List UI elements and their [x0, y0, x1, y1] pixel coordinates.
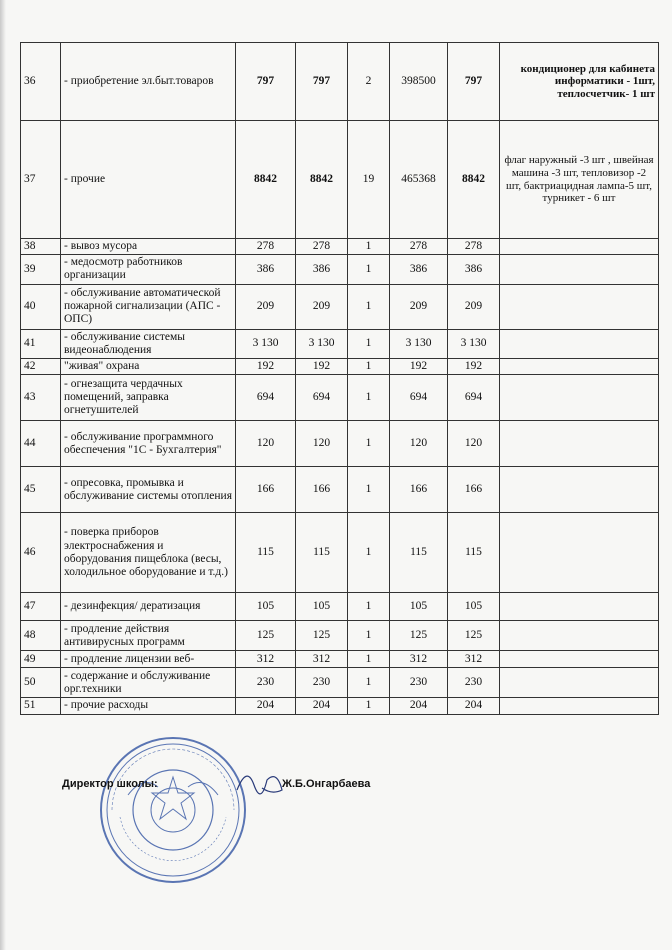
table-row [21, 239, 659, 255]
round-seal-stamp [98, 735, 248, 885]
item-name: - поверка приборов электроснабжения и оборудования пищеблока (весы, холодильное оборудование и т.д.) [61, 513, 236, 593]
item-note [500, 421, 659, 467]
table-row [21, 668, 659, 698]
row-number: 40 [21, 284, 61, 329]
amount-plan: 3 130 [236, 329, 296, 358]
amount-approved: 8842 [296, 121, 348, 239]
item-note [500, 467, 659, 513]
table-row [21, 255, 659, 284]
amount-total: 125 [448, 621, 500, 651]
table-row [21, 329, 659, 358]
amount-approved: 120 [296, 421, 348, 467]
item-name: - огнезащита чердачных помещений, заправка огнетушителей [61, 375, 236, 421]
item-note [500, 513, 659, 593]
amount-total: 312 [448, 651, 500, 668]
amount-plan: 115 [236, 513, 296, 593]
quantity: 1 [348, 621, 390, 651]
amount-total: 386 [448, 255, 500, 284]
row-number: 47 [21, 593, 61, 621]
amount-plan: 204 [236, 698, 296, 714]
unit-price: 115 [390, 513, 448, 593]
amount-approved: 3 130 [296, 329, 348, 358]
amount-approved: 230 [296, 668, 348, 698]
amount-approved: 192 [296, 359, 348, 375]
item-name: - медосмотр работников организации [61, 255, 236, 284]
amount-approved: 209 [296, 284, 348, 329]
unit-price: 398500 [390, 43, 448, 121]
unit-price: 204 [390, 698, 448, 714]
unit-price: 386 [390, 255, 448, 284]
amount-approved: 386 [296, 255, 348, 284]
page-edge-shadow [0, 0, 6, 950]
row-number: 39 [21, 255, 61, 284]
budget-table [20, 42, 659, 715]
item-name: - обслуживание системы видеонаблюдения [61, 329, 236, 358]
item-note [500, 359, 659, 375]
item-note [500, 593, 659, 621]
amount-plan: 386 [236, 255, 296, 284]
table-row [21, 284, 659, 329]
row-number: 36 [21, 43, 61, 121]
table-row [21, 375, 659, 421]
amount-total: 230 [448, 668, 500, 698]
quantity: 1 [348, 668, 390, 698]
table-row [21, 359, 659, 375]
row-number: 50 [21, 668, 61, 698]
amount-plan: 797 [236, 43, 296, 121]
quantity: 1 [348, 421, 390, 467]
amount-plan: 694 [236, 375, 296, 421]
quantity: 1 [348, 329, 390, 358]
amount-plan: 125 [236, 621, 296, 651]
director-title: Директор школы: [62, 778, 158, 790]
row-number: 38 [21, 239, 61, 255]
unit-price: 278 [390, 239, 448, 255]
table-row [21, 43, 659, 121]
table-row [21, 467, 659, 513]
unit-price: 192 [390, 359, 448, 375]
row-number: 51 [21, 698, 61, 714]
row-number: 49 [21, 651, 61, 668]
unit-price: 230 [390, 668, 448, 698]
table-row [21, 421, 659, 467]
amount-approved: 797 [296, 43, 348, 121]
row-number: 45 [21, 467, 61, 513]
amount-plan: 312 [236, 651, 296, 668]
quantity: 1 [348, 467, 390, 513]
quantity: 1 [348, 375, 390, 421]
unit-price: 120 [390, 421, 448, 467]
amount-plan: 192 [236, 359, 296, 375]
item-name: "живая" охрана [61, 359, 236, 375]
row-number: 44 [21, 421, 61, 467]
table-row [21, 121, 659, 239]
item-note [500, 239, 659, 255]
table-row [21, 593, 659, 621]
amount-approved: 694 [296, 375, 348, 421]
amount-plan: 166 [236, 467, 296, 513]
amount-total: 192 [448, 359, 500, 375]
row-number: 48 [21, 621, 61, 651]
row-number: 46 [21, 513, 61, 593]
item-note [500, 651, 659, 668]
unit-price: 3 130 [390, 329, 448, 358]
amount-approved: 312 [296, 651, 348, 668]
row-number: 42 [21, 359, 61, 375]
amount-total: 204 [448, 698, 500, 714]
amount-total: 166 [448, 467, 500, 513]
amount-total: 115 [448, 513, 500, 593]
quantity: 1 [348, 593, 390, 621]
item-name: - дезинфекция/ дератизация [61, 593, 236, 621]
item-name: - продление лицензии веб- [61, 651, 236, 668]
item-name: - обслуживание программного обеспечения "1С - Бухгалтерия" [61, 421, 236, 467]
signature-block [62, 778, 482, 798]
row-number: 41 [21, 329, 61, 358]
item-name: - вывоз мусора [61, 239, 236, 255]
item-note [500, 621, 659, 651]
item-note [500, 698, 659, 714]
item-note: кондиционер для кабинета информатики - 1шт, теплосчетчик- 1 шт [500, 43, 659, 121]
amount-plan: 120 [236, 421, 296, 467]
amount-plan: 230 [236, 668, 296, 698]
amount-plan: 105 [236, 593, 296, 621]
amount-approved: 204 [296, 698, 348, 714]
table-row [21, 513, 659, 593]
row-number: 43 [21, 375, 61, 421]
quantity: 1 [348, 651, 390, 668]
amount-approved: 278 [296, 239, 348, 255]
quantity: 2 [348, 43, 390, 121]
item-name: - приобретение эл.быт.товаров [61, 43, 236, 121]
unit-price: 105 [390, 593, 448, 621]
amount-total: 8842 [448, 121, 500, 239]
item-name: - прочие расходы [61, 698, 236, 714]
item-name: - опресовка, промывка и обслуживание системы отопления [61, 467, 236, 513]
amount-total: 3 130 [448, 329, 500, 358]
amount-approved: 105 [296, 593, 348, 621]
item-note [500, 284, 659, 329]
unit-price: 209 [390, 284, 448, 329]
amount-plan: 8842 [236, 121, 296, 239]
amount-plan: 278 [236, 239, 296, 255]
item-note: флаг наружный -3 шт , швейная машина -3 шт, тепловизор -2 шт, бактриацидная лампа-5 шт, турникет - 6 шт [500, 121, 659, 239]
amount-total: 797 [448, 43, 500, 121]
quantity: 1 [348, 513, 390, 593]
amount-total: 278 [448, 239, 500, 255]
item-name: - обслуживание автоматической пожарной сигнализации (АПС - ОПС) [61, 284, 236, 329]
quantity: 1 [348, 698, 390, 714]
amount-approved: 115 [296, 513, 348, 593]
unit-price: 465368 [390, 121, 448, 239]
item-note [500, 329, 659, 358]
item-name: - содержание и обслуживание орг.техники [61, 668, 236, 698]
amount-total: 209 [448, 284, 500, 329]
row-number: 37 [21, 121, 61, 239]
director-name: Ж.Б.Онгарбаева [282, 778, 371, 790]
amount-approved: 166 [296, 467, 348, 513]
table-row [21, 698, 659, 714]
amount-total: 105 [448, 593, 500, 621]
amount-plan: 209 [236, 284, 296, 329]
amount-approved: 125 [296, 621, 348, 651]
unit-price: 312 [390, 651, 448, 668]
quantity: 1 [348, 239, 390, 255]
item-name: - прочие [61, 121, 236, 239]
item-note [500, 375, 659, 421]
item-note [500, 255, 659, 284]
quantity: 1 [348, 284, 390, 329]
item-name: - продление действия антивирусных программ [61, 621, 236, 651]
table-row [21, 621, 659, 651]
amount-total: 120 [448, 421, 500, 467]
quantity: 19 [348, 121, 390, 239]
quantity: 1 [348, 255, 390, 284]
unit-price: 694 [390, 375, 448, 421]
item-note [500, 668, 659, 698]
table-row [21, 651, 659, 668]
quantity: 1 [348, 359, 390, 375]
unit-price: 125 [390, 621, 448, 651]
unit-price: 166 [390, 467, 448, 513]
amount-total: 694 [448, 375, 500, 421]
